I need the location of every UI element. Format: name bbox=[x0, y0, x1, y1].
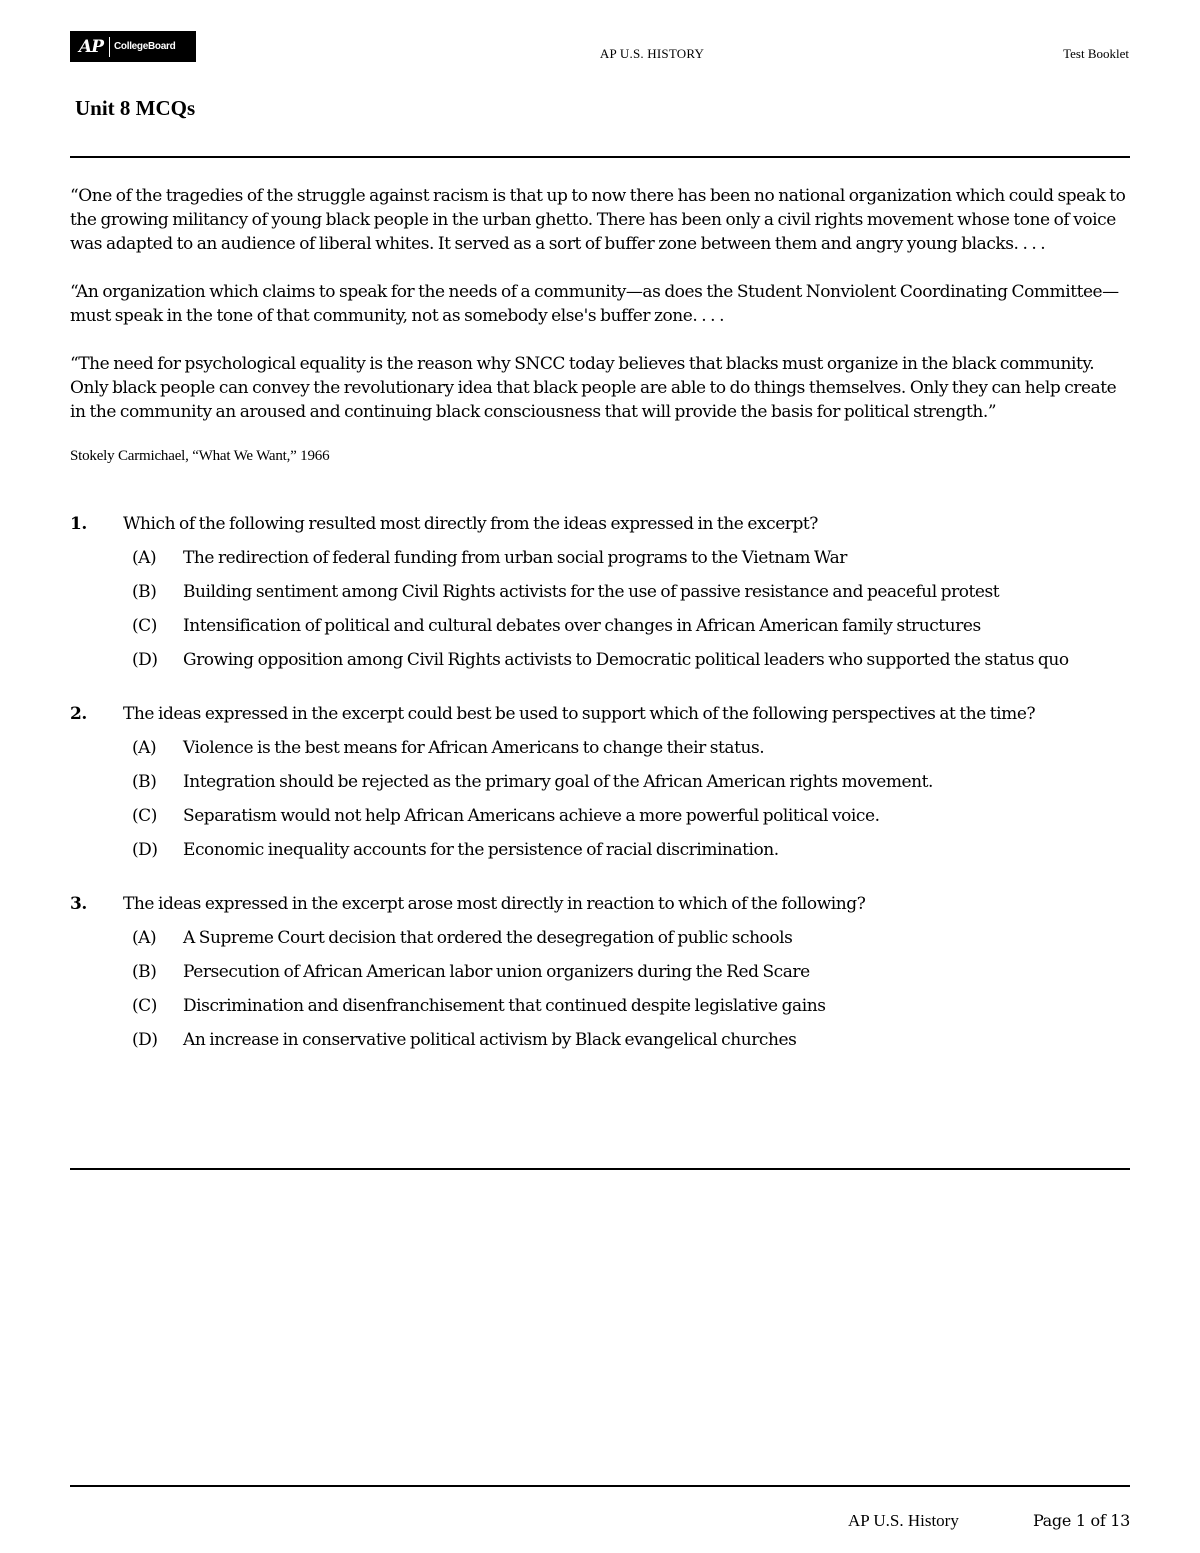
logo-ap-text: AP bbox=[79, 36, 103, 57]
choice-letter: (C) bbox=[132, 995, 157, 1016]
choice-text: A Supreme Court decision that ordered the desegregation of public schools bbox=[183, 927, 793, 948]
question-2 bbox=[70, 702, 1130, 862]
question-stem bbox=[70, 892, 1130, 916]
answer-choice-c[interactable] bbox=[70, 994, 1130, 1018]
passage-paragraph: “An organization which claims to speak for the needs of a community—as does the Student Nonviolent Coordinating Committee—must speak in the tone of that community, not as somebody else's buffer zone. . . . bbox=[70, 282, 1119, 326]
logo-brand-text: CollegeBoard bbox=[113, 41, 176, 52]
question-text: The ideas expressed in the excerpt could best be used to support which of the following perspectives at the time? bbox=[123, 704, 1036, 724]
passage-paragraph: “The need for psychological equality is the reason why SNCC today believes that blacks must organize in the black community. Only black people can convey the revolutionary idea that black people are able to do things themselves. Only they can help create in the community an aroused and continuing black consciousness that will provide the basis for political strength.” bbox=[70, 354, 1117, 422]
choice-text: Integration should be rejected as the primary goal of the African American rights movement. bbox=[183, 771, 933, 792]
question-number: 1. bbox=[70, 514, 87, 534]
question-text: Which of the following resulted most directly from the ideas expressed in the excerpt? bbox=[123, 514, 818, 534]
choice-text: Building sentiment among Civil Rights activists for the use of passive resistance and peaceful protest bbox=[183, 581, 1000, 602]
choice-text: Persecution of African American labor union organizers during the Red Scare bbox=[183, 961, 810, 982]
passage-paragraph: “One of the tragedies of the struggle against racism is that up to now there has been no national organization which could speak to the growing militancy of young black people in the urban ghetto. There has been only a civil rights movement whose tone of voice was adapted to an audience of liberal whites. It served as a sort of buffer zone between them and angry young blacks. . . . bbox=[70, 186, 1126, 254]
choice-letter: (D) bbox=[132, 649, 158, 670]
choice-letter: (A) bbox=[132, 927, 157, 948]
answer-choice-a[interactable] bbox=[70, 926, 1130, 950]
main-content bbox=[70, 184, 1130, 1062]
answer-choice-c[interactable] bbox=[70, 614, 1130, 638]
passage-source: Stokely Carmichael, “What We Want,” 1966 bbox=[70, 448, 330, 464]
choice-text: Violence is the best means for African Americans to change their status. bbox=[183, 737, 765, 758]
answer-choices bbox=[70, 926, 1130, 1052]
footer-divider bbox=[70, 1485, 1130, 1487]
choice-letter: (A) bbox=[132, 547, 157, 568]
bottom-divider bbox=[70, 1168, 1130, 1170]
answer-choices bbox=[70, 546, 1130, 672]
choice-letter: (B) bbox=[132, 581, 157, 602]
answer-choice-b[interactable] bbox=[70, 960, 1130, 984]
answer-choice-d[interactable] bbox=[70, 648, 1130, 672]
header-subject: AP U.S. HISTORY bbox=[599, 46, 705, 61]
answer-choice-d[interactable] bbox=[70, 838, 1130, 862]
question-number: 3. bbox=[70, 894, 87, 914]
choice-letter: (D) bbox=[132, 1029, 158, 1050]
answer-choice-b[interactable] bbox=[70, 770, 1130, 794]
excerpt-passage bbox=[70, 184, 1130, 466]
question-text: The ideas expressed in the excerpt arose most directly in reaction to which of the following? bbox=[123, 894, 866, 914]
choice-text: Intensification of political and cultural debates over changes in African American family structures bbox=[183, 615, 981, 636]
question-stem bbox=[70, 702, 1130, 726]
question-3 bbox=[70, 892, 1130, 1052]
choice-letter: (A) bbox=[132, 737, 157, 758]
answer-choice-b[interactable] bbox=[70, 580, 1130, 604]
answer-choice-a[interactable] bbox=[70, 546, 1130, 570]
footer-course-label: AP U.S. History bbox=[848, 1511, 959, 1530]
page-title: Unit 8 MCQs bbox=[75, 96, 196, 120]
question-stem bbox=[70, 512, 1130, 536]
answer-choice-d[interactable] bbox=[70, 1028, 1130, 1052]
header-booklet-label: Test Booklet bbox=[1063, 46, 1129, 61]
answer-choice-a[interactable] bbox=[70, 736, 1130, 760]
choice-text: Discrimination and disenfranchisement that continued despite legislative gains bbox=[183, 995, 826, 1016]
footer-page-number: Page 1 of 13 bbox=[1032, 1511, 1130, 1530]
choice-letter: (B) bbox=[132, 771, 157, 792]
question-number: 2. bbox=[70, 704, 87, 724]
top-divider bbox=[70, 156, 1130, 158]
choice-text: Economic inequality accounts for the persistence of racial discrimination. bbox=[183, 839, 779, 860]
choice-letter: (C) bbox=[132, 615, 157, 636]
choice-text: An increase in conservative political activism by Black evangelical churches bbox=[183, 1029, 797, 1050]
question-1 bbox=[70, 512, 1130, 672]
choice-text: The redirection of federal funding from urban social programs to the Vietnam War bbox=[183, 547, 847, 568]
answer-choice-c[interactable] bbox=[70, 804, 1130, 828]
answer-choices bbox=[70, 736, 1130, 862]
choice-letter: (B) bbox=[132, 961, 157, 982]
choice-letter: (C) bbox=[132, 805, 157, 826]
choice-letter: (D) bbox=[132, 839, 158, 860]
choice-text: Separatism would not help African Americans achieve a more powerful political voice. bbox=[183, 805, 880, 826]
choice-text: Growing opposition among Civil Rights activists to Democratic political leaders who supported the status quo bbox=[183, 649, 1069, 670]
